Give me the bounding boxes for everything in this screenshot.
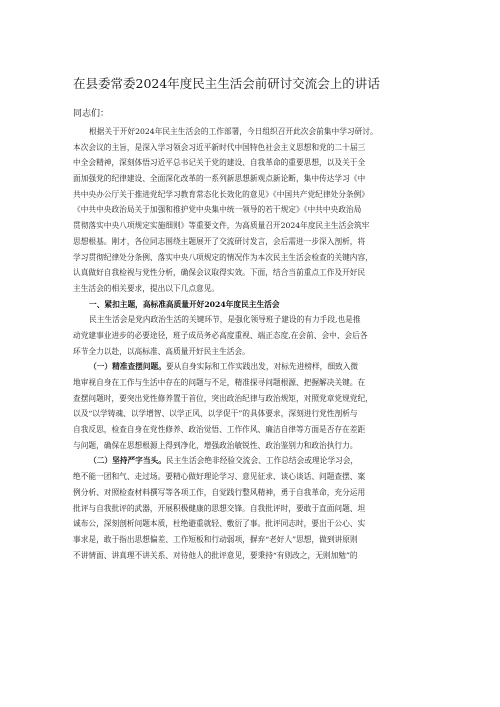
document-body	[73, 124, 433, 563]
point1-lead: （一）精准查摆问题。	[89, 362, 166, 372]
intro-line: 根据关于开好2024年民主生活会的工作部署，今日组织召开此次会前集中学习研讨。	[89, 127, 378, 136]
intro-line: 贯彻落实中央八项规定实施细则》等重要文件，为高质量召开2024年度民主生活会筑牢	[73, 221, 370, 231]
intro-line: 学习贯彻纪律处分条例、落实中央八项规定的情况作为本次民主生活会检查的关键内容，	[73, 252, 373, 262]
intro-line: 共中央办公厅关于推进党纪学习教育常态化长效化的意见》《中国共产党纪律处分条例》	[73, 189, 369, 199]
point2-first-text: 民主生活会绝非经验交流会、工作总结会或理论学习会，	[165, 456, 359, 466]
point1-line: 自我反思，检查自身在党性修养、政治觉悟、工作作风、廉洁自律等方面是否存在差距	[73, 425, 366, 435]
point2-line: 不讲情面、讲真理不讲关系、对待他人的批评意见，要秉持“有则改之，无则加勉”的	[73, 550, 358, 560]
document-title: 在县委常委2024年度民主生活会前研讨交流会上的讲话	[73, 76, 380, 91]
intro-line: 中全会精神，深刻体悟习近平总书记关于党的建设、自我革命的重要思想，以及关于全	[73, 158, 366, 168]
point1-first-line	[73, 359, 433, 375]
point2-lead: （二）坚持严字当头。	[89, 456, 166, 466]
section1-line: 环节全力以赴，以高标准、高质量开好民主生活会。	[73, 346, 250, 356]
point2-line: 绝不能一团和气、走过场。要精心做好理论学习、意见征求、谈心谈话、问题查摆、案	[73, 472, 366, 482]
point1-line: 与问题，确保在思想根源上得到净化，增强政治敏锐性、政治鉴别力和政治执行力。	[73, 440, 358, 450]
intro-line: 认真做好自我检视与党性分析，确保会议取得实效。下面，结合当前重点工作及开好民	[73, 268, 366, 278]
point1-line: 以及“以学铸魂、以学增智、以学正风、以学促干”的具体要求，深刻进行党性剖析与	[73, 409, 358, 419]
intro-line: 思想根基。刚才，各位同志围绕主题展开了交流研讨发言，会后需进一步深入剖析，将	[73, 236, 366, 246]
point1-line: 地审视自身在工作与生活中存在的问题与不足，精准探寻问题根源、把握解决关键。在	[73, 378, 366, 387]
section1-line: 动党建事业进步的必要途径，班子成员务必高度重视、端正态度,在会前、会中、会后各	[73, 330, 368, 340]
section1-line: 民主生活会是党内政治生活的关键环节，是强化领导班子建设的有力手段,也是推	[89, 315, 361, 325]
point2-first-line	[73, 453, 433, 469]
point2-line: 事求是，敢于指出思想偏差、工作短板和行动弱项，摒弃“老好人”思想，做到讲原则	[73, 534, 358, 544]
point2-line: 例分析、对照检查材料撰写等各项工作，自觉践行整风精神，勇于自我革命，充分运用	[73, 487, 366, 497]
intro-line: 面加强党的纪律建设、全面深化改革的一系列新思想新观点新论断，集中传达学习《中	[73, 174, 366, 184]
intro-line: 本次会议的主旨，是深入学习领会习近平新时代中国特色社会主义思想和党的二十届三	[73, 142, 366, 152]
point2-line: 批评与自我批评的武器，开展积极健康的思想交锋。自我批评时，要敢于直面问题、坦	[73, 503, 366, 513]
point2-line: 诚布公，深刻剖析问题本质，杜绝避重就轻、敷衍了事。批评同志时，要出于公心、实	[73, 519, 366, 529]
point1-line: 查摆问题时，要突出党性修养置于首位，突出政治纪律与政治规矩，对照党章党规党纪，	[73, 393, 373, 403]
intro-line: 主生活会的相关要求，提出以下几点意见。	[73, 283, 220, 293]
point1-first-text: 要从自身实际和工作实践出发，对标先进榜样，细致入微	[165, 362, 359, 372]
intro-line: 《中共中央政治局关于加强和推护党中央集中统一领导的若干规定》《中共中央政治局	[73, 205, 362, 215]
section-heading: 一、紧扣主题，高标准高质量开好2024年度民主生活会	[89, 299, 280, 309]
salutation: 同志们：	[73, 109, 110, 119]
